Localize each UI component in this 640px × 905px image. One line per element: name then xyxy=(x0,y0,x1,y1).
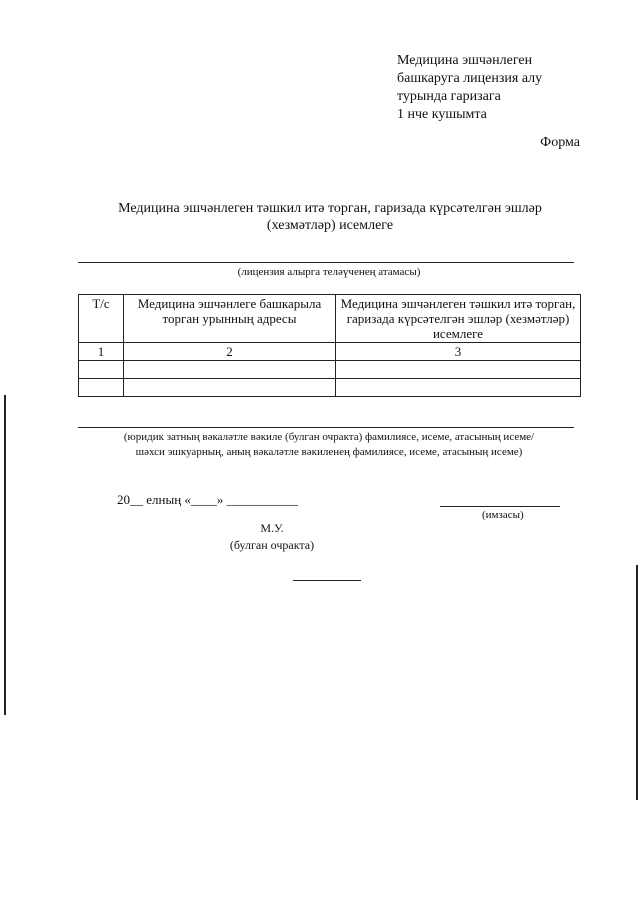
table-header-row xyxy=(79,295,581,343)
seal-label: М.У. xyxy=(260,521,284,535)
table-cell xyxy=(79,361,124,379)
services-table xyxy=(78,294,581,397)
header-number: Т/с xyxy=(79,295,124,343)
annex-line-1: Медицина эшчәнлеген xyxy=(397,53,533,68)
signer-caption xyxy=(78,430,580,460)
signature-caption: (имзасы) xyxy=(482,509,524,521)
table-cell xyxy=(336,361,581,379)
annex-reference xyxy=(397,52,542,124)
title-line-2: (хезмәтләр) исемлеге xyxy=(266,218,394,233)
left-scan-edge xyxy=(4,395,6,715)
signer-name-line xyxy=(78,427,574,428)
signer-caption-line-2: шәхси эшкуарның, аның вәкаләтле вәкиленең фамилиясе, исеме, атасының исеме) xyxy=(135,446,523,458)
title-line-1: Медицина эшчәнлеген тәшкил итә торган, гаризада күрсәтелгән эшләр xyxy=(118,201,542,216)
table-cell xyxy=(336,379,581,397)
table-cell xyxy=(124,361,336,379)
header-services: Медицина эшчәнлеген тәшкил итә торган, гаризада күрсәтелгән эшләр (хезмәтләр) исемлеге xyxy=(336,295,581,343)
seal-caption: (булган очракта) xyxy=(229,538,315,552)
form-label: Форма xyxy=(540,135,580,150)
signature-line xyxy=(440,506,560,507)
table-row xyxy=(79,361,581,379)
table-number-row xyxy=(79,343,581,361)
column-number-2: 2 xyxy=(124,343,336,361)
table-cell xyxy=(124,379,336,397)
annex-line-2: башкаруга лицензия алу xyxy=(397,71,543,86)
seal-block xyxy=(212,520,332,554)
date-field: 20__ елның «____» ___________ xyxy=(117,492,299,507)
signer-caption-line-1: (юридик затның вәкаләтле вәкиле (булган очракта) фамилиясе, исеме, атасының исеме/ xyxy=(123,431,535,443)
closing-line xyxy=(293,580,361,581)
header-address: Медицина эшчәнлеге башкарыла торган урынның адресы xyxy=(124,295,336,343)
column-number-3: 3 xyxy=(336,343,581,361)
applicant-caption: (лицензия алырга теләүченең атамасы) xyxy=(237,266,421,278)
column-number-1: 1 xyxy=(79,343,124,361)
annex-line-3: турында гаризага xyxy=(397,89,501,104)
document-title xyxy=(80,200,580,234)
applicant-name-line xyxy=(78,262,574,263)
right-scan-edge xyxy=(636,565,638,800)
annex-line-4: 1 нче кушымта xyxy=(397,107,487,122)
table-row xyxy=(79,379,581,397)
table-cell xyxy=(79,379,124,397)
